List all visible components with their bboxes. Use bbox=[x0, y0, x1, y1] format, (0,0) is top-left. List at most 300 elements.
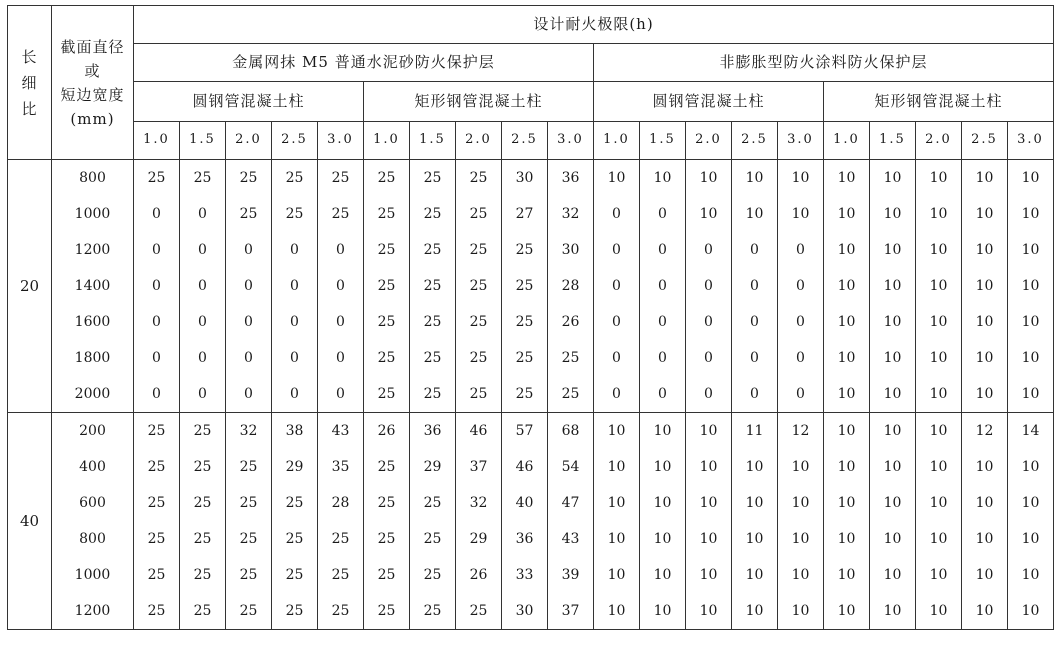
value-cell: 0 bbox=[180, 268, 226, 304]
value-cell: 25 bbox=[272, 557, 318, 593]
value-cell: 10 bbox=[594, 413, 640, 450]
value-cell: 10 bbox=[1008, 485, 1054, 521]
table-row bbox=[8, 593, 1054, 630]
value-cell: 25 bbox=[502, 268, 548, 304]
value-cell: 10 bbox=[962, 268, 1008, 304]
value-cell: 10 bbox=[594, 521, 640, 557]
value-cell: 0 bbox=[594, 304, 640, 340]
value-cell: 0 bbox=[594, 376, 640, 413]
section-size-cell: 1000 bbox=[52, 557, 134, 593]
value-cell: 25 bbox=[226, 196, 272, 232]
value-cell: 0 bbox=[778, 376, 824, 413]
protection-group-cement: 金属网抹 M5 普通水泥砂防火保护层 bbox=[134, 44, 594, 82]
value-cell: 10 bbox=[962, 376, 1008, 413]
value-cell: 25 bbox=[502, 232, 548, 268]
duration-header: 1.5 bbox=[870, 122, 916, 160]
value-cell: 25 bbox=[502, 340, 548, 376]
duration-header: 2.5 bbox=[962, 122, 1008, 160]
value-cell: 10 bbox=[640, 485, 686, 521]
value-cell: 10 bbox=[870, 340, 916, 376]
value-cell: 0 bbox=[640, 376, 686, 413]
table-row bbox=[8, 232, 1054, 268]
value-cell: 25 bbox=[180, 160, 226, 197]
value-cell: 10 bbox=[870, 268, 916, 304]
value-cell: 25 bbox=[272, 160, 318, 197]
value-cell: 25 bbox=[134, 449, 180, 485]
value-cell: 10 bbox=[778, 521, 824, 557]
table-title: 设计耐火极限(h) bbox=[134, 6, 1054, 44]
value-cell: 25 bbox=[180, 521, 226, 557]
value-cell: 10 bbox=[916, 593, 962, 630]
value-cell: 10 bbox=[1008, 449, 1054, 485]
value-cell: 10 bbox=[824, 340, 870, 376]
value-cell: 25 bbox=[364, 521, 410, 557]
value-cell: 25 bbox=[134, 485, 180, 521]
value-cell: 25 bbox=[410, 521, 456, 557]
value-cell: 10 bbox=[916, 196, 962, 232]
value-cell: 10 bbox=[870, 557, 916, 593]
duration-header: 2.5 bbox=[732, 122, 778, 160]
value-cell: 0 bbox=[180, 340, 226, 376]
value-cell: 25 bbox=[410, 304, 456, 340]
value-cell: 25 bbox=[364, 340, 410, 376]
value-cell: 25 bbox=[272, 485, 318, 521]
value-cell: 10 bbox=[640, 593, 686, 630]
value-cell: 10 bbox=[594, 449, 640, 485]
value-cell: 0 bbox=[318, 232, 364, 268]
slenderness-cell: 40 bbox=[8, 413, 52, 630]
value-cell: 10 bbox=[962, 196, 1008, 232]
value-cell: 0 bbox=[640, 268, 686, 304]
value-cell: 0 bbox=[594, 196, 640, 232]
table-row bbox=[8, 521, 1054, 557]
value-cell: 0 bbox=[272, 376, 318, 413]
value-cell: 10 bbox=[962, 557, 1008, 593]
value-cell: 0 bbox=[272, 232, 318, 268]
value-cell: 10 bbox=[870, 160, 916, 197]
value-cell: 10 bbox=[686, 557, 732, 593]
section-size-cell: 1400 bbox=[52, 268, 134, 304]
value-cell: 10 bbox=[870, 376, 916, 413]
value-cell: 10 bbox=[962, 232, 1008, 268]
value-cell: 25 bbox=[548, 376, 594, 413]
value-cell: 28 bbox=[318, 485, 364, 521]
value-cell: 25 bbox=[226, 521, 272, 557]
value-cell: 25 bbox=[318, 160, 364, 197]
value-cell: 0 bbox=[318, 304, 364, 340]
value-cell: 10 bbox=[962, 485, 1008, 521]
value-cell: 10 bbox=[732, 521, 778, 557]
fire-resistance-table bbox=[7, 5, 1054, 630]
value-cell: 27 bbox=[502, 196, 548, 232]
value-cell: 0 bbox=[134, 268, 180, 304]
value-cell: 10 bbox=[778, 593, 824, 630]
slenderness-header bbox=[8, 6, 52, 160]
value-cell: 10 bbox=[732, 485, 778, 521]
duration-header: 2.0 bbox=[686, 122, 732, 160]
value-cell: 0 bbox=[134, 376, 180, 413]
value-cell: 10 bbox=[640, 449, 686, 485]
section-size-cell: 1200 bbox=[52, 232, 134, 268]
value-cell: 10 bbox=[870, 304, 916, 340]
value-cell: 57 bbox=[502, 413, 548, 450]
value-cell: 10 bbox=[686, 521, 732, 557]
value-cell: 0 bbox=[318, 268, 364, 304]
size-header-line: 或 bbox=[84, 61, 101, 80]
value-cell: 0 bbox=[226, 340, 272, 376]
value-cell: 25 bbox=[364, 304, 410, 340]
section-size-cell: 200 bbox=[52, 413, 134, 450]
value-cell: 0 bbox=[686, 340, 732, 376]
duration-header: 3.0 bbox=[548, 122, 594, 160]
value-cell: 25 bbox=[226, 485, 272, 521]
duration-header: 2.0 bbox=[456, 122, 502, 160]
value-cell: 0 bbox=[640, 232, 686, 268]
slenderness-cell: 20 bbox=[8, 160, 52, 413]
value-cell: 10 bbox=[686, 160, 732, 197]
value-cell: 25 bbox=[134, 413, 180, 450]
value-cell: 25 bbox=[180, 413, 226, 450]
value-cell: 39 bbox=[548, 557, 594, 593]
value-cell: 25 bbox=[456, 196, 502, 232]
value-cell: 30 bbox=[502, 160, 548, 197]
value-cell: 25 bbox=[502, 304, 548, 340]
value-cell: 10 bbox=[962, 304, 1008, 340]
value-cell: 10 bbox=[1008, 232, 1054, 268]
value-cell: 25 bbox=[364, 196, 410, 232]
section-size-cell: 600 bbox=[52, 485, 134, 521]
section-size-cell: 2000 bbox=[52, 376, 134, 413]
slenderness-header-char: 细 bbox=[21, 73, 38, 92]
value-cell: 10 bbox=[686, 449, 732, 485]
value-cell: 25 bbox=[134, 593, 180, 630]
value-cell: 10 bbox=[916, 449, 962, 485]
value-cell: 10 bbox=[732, 160, 778, 197]
value-cell: 10 bbox=[778, 160, 824, 197]
value-cell: 0 bbox=[134, 304, 180, 340]
duration-header: 1.5 bbox=[640, 122, 686, 160]
value-cell: 0 bbox=[594, 232, 640, 268]
value-cell: 10 bbox=[870, 232, 916, 268]
value-cell: 25 bbox=[410, 268, 456, 304]
value-cell: 43 bbox=[318, 413, 364, 450]
value-cell: 25 bbox=[410, 593, 456, 630]
value-cell: 25 bbox=[364, 268, 410, 304]
value-cell: 10 bbox=[870, 196, 916, 232]
table-row bbox=[8, 413, 1054, 450]
value-cell: 10 bbox=[870, 449, 916, 485]
duration-header: 1.5 bbox=[180, 122, 226, 160]
value-cell: 25 bbox=[318, 593, 364, 630]
duration-header: 2.0 bbox=[916, 122, 962, 160]
table-row bbox=[8, 196, 1054, 232]
value-cell: 10 bbox=[962, 521, 1008, 557]
value-cell: 10 bbox=[870, 413, 916, 450]
value-cell: 25 bbox=[364, 449, 410, 485]
table-body bbox=[8, 160, 1054, 630]
value-cell: 25 bbox=[364, 232, 410, 268]
value-cell: 10 bbox=[962, 593, 1008, 630]
value-cell: 10 bbox=[1008, 268, 1054, 304]
value-cell: 10 bbox=[1008, 304, 1054, 340]
duration-header: 1.0 bbox=[824, 122, 870, 160]
value-cell: 10 bbox=[870, 521, 916, 557]
value-cell: 25 bbox=[410, 232, 456, 268]
section-size-cell: 1200 bbox=[52, 593, 134, 630]
value-cell: 10 bbox=[916, 557, 962, 593]
value-cell: 0 bbox=[594, 340, 640, 376]
value-cell: 26 bbox=[456, 557, 502, 593]
value-cell: 10 bbox=[1008, 593, 1054, 630]
value-cell: 25 bbox=[502, 376, 548, 413]
value-cell: 33 bbox=[502, 557, 548, 593]
value-cell: 11 bbox=[732, 413, 778, 450]
value-cell: 10 bbox=[686, 413, 732, 450]
value-cell: 25 bbox=[456, 268, 502, 304]
value-cell: 0 bbox=[226, 232, 272, 268]
value-cell: 10 bbox=[916, 340, 962, 376]
value-cell: 0 bbox=[318, 376, 364, 413]
table-row bbox=[8, 340, 1054, 376]
value-cell: 10 bbox=[824, 593, 870, 630]
duration-header: 2.5 bbox=[272, 122, 318, 160]
column-type-header: 矩形钢管混凝土柱 bbox=[364, 82, 594, 122]
table-header bbox=[8, 6, 1054, 160]
value-cell: 25 bbox=[180, 449, 226, 485]
value-cell: 25 bbox=[272, 521, 318, 557]
value-cell: 25 bbox=[272, 593, 318, 630]
value-cell: 10 bbox=[962, 160, 1008, 197]
value-cell: 0 bbox=[732, 376, 778, 413]
value-cell: 36 bbox=[502, 521, 548, 557]
value-cell: 0 bbox=[640, 196, 686, 232]
value-cell: 25 bbox=[134, 160, 180, 197]
value-cell: 10 bbox=[732, 449, 778, 485]
value-cell: 10 bbox=[686, 593, 732, 630]
value-cell: 10 bbox=[778, 449, 824, 485]
value-cell: 0 bbox=[134, 196, 180, 232]
value-cell: 25 bbox=[456, 232, 502, 268]
duration-header: 1.5 bbox=[410, 122, 456, 160]
value-cell: 0 bbox=[272, 340, 318, 376]
value-cell: 10 bbox=[824, 268, 870, 304]
section-size-cell: 1600 bbox=[52, 304, 134, 340]
section-size-cell: 800 bbox=[52, 160, 134, 197]
section-size-cell: 800 bbox=[52, 521, 134, 557]
section-size-cell: 1000 bbox=[52, 196, 134, 232]
value-cell: 10 bbox=[916, 304, 962, 340]
value-cell: 68 bbox=[548, 413, 594, 450]
value-cell: 10 bbox=[824, 160, 870, 197]
value-cell: 10 bbox=[594, 485, 640, 521]
value-cell: 10 bbox=[962, 340, 1008, 376]
value-cell: 10 bbox=[640, 160, 686, 197]
value-cell: 25 bbox=[180, 593, 226, 630]
section-size-cell: 400 bbox=[52, 449, 134, 485]
value-cell: 25 bbox=[364, 160, 410, 197]
table-row bbox=[8, 557, 1054, 593]
duration-header: 1.0 bbox=[134, 122, 180, 160]
value-cell: 10 bbox=[778, 196, 824, 232]
value-cell: 10 bbox=[824, 376, 870, 413]
value-cell: 0 bbox=[226, 268, 272, 304]
value-cell: 0 bbox=[272, 304, 318, 340]
value-cell: 0 bbox=[226, 304, 272, 340]
value-cell: 25 bbox=[180, 557, 226, 593]
duration-header: 3.0 bbox=[318, 122, 364, 160]
size-header-line: 短边宽度 bbox=[60, 85, 125, 104]
value-cell: 25 bbox=[548, 340, 594, 376]
value-cell: 0 bbox=[180, 196, 226, 232]
value-cell: 10 bbox=[1008, 340, 1054, 376]
value-cell: 10 bbox=[1008, 196, 1054, 232]
value-cell: 25 bbox=[410, 196, 456, 232]
value-cell: 25 bbox=[456, 160, 502, 197]
value-cell: 10 bbox=[916, 521, 962, 557]
value-cell: 46 bbox=[456, 413, 502, 450]
value-cell: 10 bbox=[778, 557, 824, 593]
value-cell: 25 bbox=[410, 160, 456, 197]
value-cell: 25 bbox=[410, 376, 456, 413]
value-cell: 10 bbox=[732, 196, 778, 232]
value-cell: 25 bbox=[364, 593, 410, 630]
value-cell: 25 bbox=[318, 521, 364, 557]
table-row bbox=[8, 376, 1054, 413]
value-cell: 30 bbox=[548, 232, 594, 268]
column-type-header: 圆钢管混凝土柱 bbox=[594, 82, 824, 122]
value-cell: 10 bbox=[1008, 160, 1054, 197]
value-cell: 25 bbox=[410, 340, 456, 376]
value-cell: 0 bbox=[134, 232, 180, 268]
value-cell: 43 bbox=[548, 521, 594, 557]
value-cell: 10 bbox=[962, 449, 1008, 485]
protection-group-coating: 非膨胀型防火涂料防火保护层 bbox=[594, 44, 1054, 82]
value-cell: 10 bbox=[916, 485, 962, 521]
value-cell: 25 bbox=[456, 593, 502, 630]
value-cell: 25 bbox=[134, 557, 180, 593]
size-header-line: 截面直径 bbox=[60, 37, 125, 56]
value-cell: 29 bbox=[456, 521, 502, 557]
value-cell: 37 bbox=[456, 449, 502, 485]
size-header bbox=[52, 6, 134, 160]
duration-header: 3.0 bbox=[1008, 122, 1054, 160]
duration-header: 2.5 bbox=[502, 122, 548, 160]
value-cell: 37 bbox=[548, 593, 594, 630]
value-cell: 25 bbox=[364, 557, 410, 593]
value-cell: 0 bbox=[640, 304, 686, 340]
value-cell: 38 bbox=[272, 413, 318, 450]
value-cell: 0 bbox=[594, 268, 640, 304]
table-row bbox=[8, 304, 1054, 340]
table-row bbox=[8, 268, 1054, 304]
value-cell: 40 bbox=[502, 485, 548, 521]
value-cell: 0 bbox=[180, 304, 226, 340]
value-cell: 10 bbox=[824, 232, 870, 268]
value-cell: 0 bbox=[134, 340, 180, 376]
value-cell: 10 bbox=[916, 268, 962, 304]
value-cell: 10 bbox=[1008, 376, 1054, 413]
value-cell: 10 bbox=[824, 196, 870, 232]
value-cell: 26 bbox=[364, 413, 410, 450]
value-cell: 25 bbox=[180, 485, 226, 521]
value-cell: 36 bbox=[410, 413, 456, 450]
value-cell: 54 bbox=[548, 449, 594, 485]
duration-header: 3.0 bbox=[778, 122, 824, 160]
value-cell: 10 bbox=[824, 304, 870, 340]
value-cell: 10 bbox=[594, 557, 640, 593]
value-cell: 10 bbox=[824, 413, 870, 450]
value-cell: 25 bbox=[456, 376, 502, 413]
value-cell: 25 bbox=[226, 160, 272, 197]
slenderness-header-char: 长 bbox=[21, 47, 38, 66]
value-cell: 10 bbox=[916, 376, 962, 413]
value-cell: 0 bbox=[778, 340, 824, 376]
value-cell: 0 bbox=[778, 232, 824, 268]
value-cell: 10 bbox=[594, 160, 640, 197]
value-cell: 10 bbox=[1008, 557, 1054, 593]
value-cell: 29 bbox=[410, 449, 456, 485]
value-cell: 25 bbox=[410, 485, 456, 521]
table-row bbox=[8, 160, 1054, 197]
value-cell: 32 bbox=[548, 196, 594, 232]
value-cell: 36 bbox=[548, 160, 594, 197]
value-cell: 0 bbox=[686, 268, 732, 304]
duration-header: 1.0 bbox=[364, 122, 410, 160]
value-cell: 10 bbox=[686, 485, 732, 521]
value-cell: 0 bbox=[732, 268, 778, 304]
value-cell: 10 bbox=[640, 521, 686, 557]
value-cell: 12 bbox=[778, 413, 824, 450]
value-cell: 0 bbox=[732, 340, 778, 376]
value-cell: 0 bbox=[686, 232, 732, 268]
size-header-line: (mm) bbox=[70, 109, 115, 128]
value-cell: 10 bbox=[732, 593, 778, 630]
value-cell: 10 bbox=[916, 232, 962, 268]
value-cell: 10 bbox=[1008, 521, 1054, 557]
value-cell: 25 bbox=[226, 557, 272, 593]
section-size-cell: 1800 bbox=[52, 340, 134, 376]
value-cell: 0 bbox=[226, 376, 272, 413]
value-cell: 10 bbox=[916, 160, 962, 197]
value-cell: 0 bbox=[732, 232, 778, 268]
value-cell: 0 bbox=[686, 376, 732, 413]
value-cell: 28 bbox=[548, 268, 594, 304]
value-cell: 0 bbox=[318, 340, 364, 376]
value-cell: 0 bbox=[180, 376, 226, 413]
value-cell: 10 bbox=[686, 196, 732, 232]
value-cell: 10 bbox=[916, 413, 962, 450]
value-cell: 25 bbox=[226, 593, 272, 630]
value-cell: 32 bbox=[456, 485, 502, 521]
table-row bbox=[8, 485, 1054, 521]
value-cell: 0 bbox=[180, 232, 226, 268]
value-cell: 10 bbox=[824, 521, 870, 557]
value-cell: 25 bbox=[456, 340, 502, 376]
value-cell: 25 bbox=[318, 196, 364, 232]
value-cell: 25 bbox=[456, 304, 502, 340]
value-cell: 25 bbox=[134, 521, 180, 557]
value-cell: 0 bbox=[732, 304, 778, 340]
value-cell: 10 bbox=[870, 485, 916, 521]
value-cell: 0 bbox=[640, 340, 686, 376]
value-cell: 10 bbox=[824, 449, 870, 485]
value-cell: 26 bbox=[548, 304, 594, 340]
value-cell: 10 bbox=[732, 557, 778, 593]
value-cell: 0 bbox=[686, 304, 732, 340]
value-cell: 0 bbox=[778, 268, 824, 304]
value-cell: 25 bbox=[364, 376, 410, 413]
value-cell: 10 bbox=[870, 593, 916, 630]
